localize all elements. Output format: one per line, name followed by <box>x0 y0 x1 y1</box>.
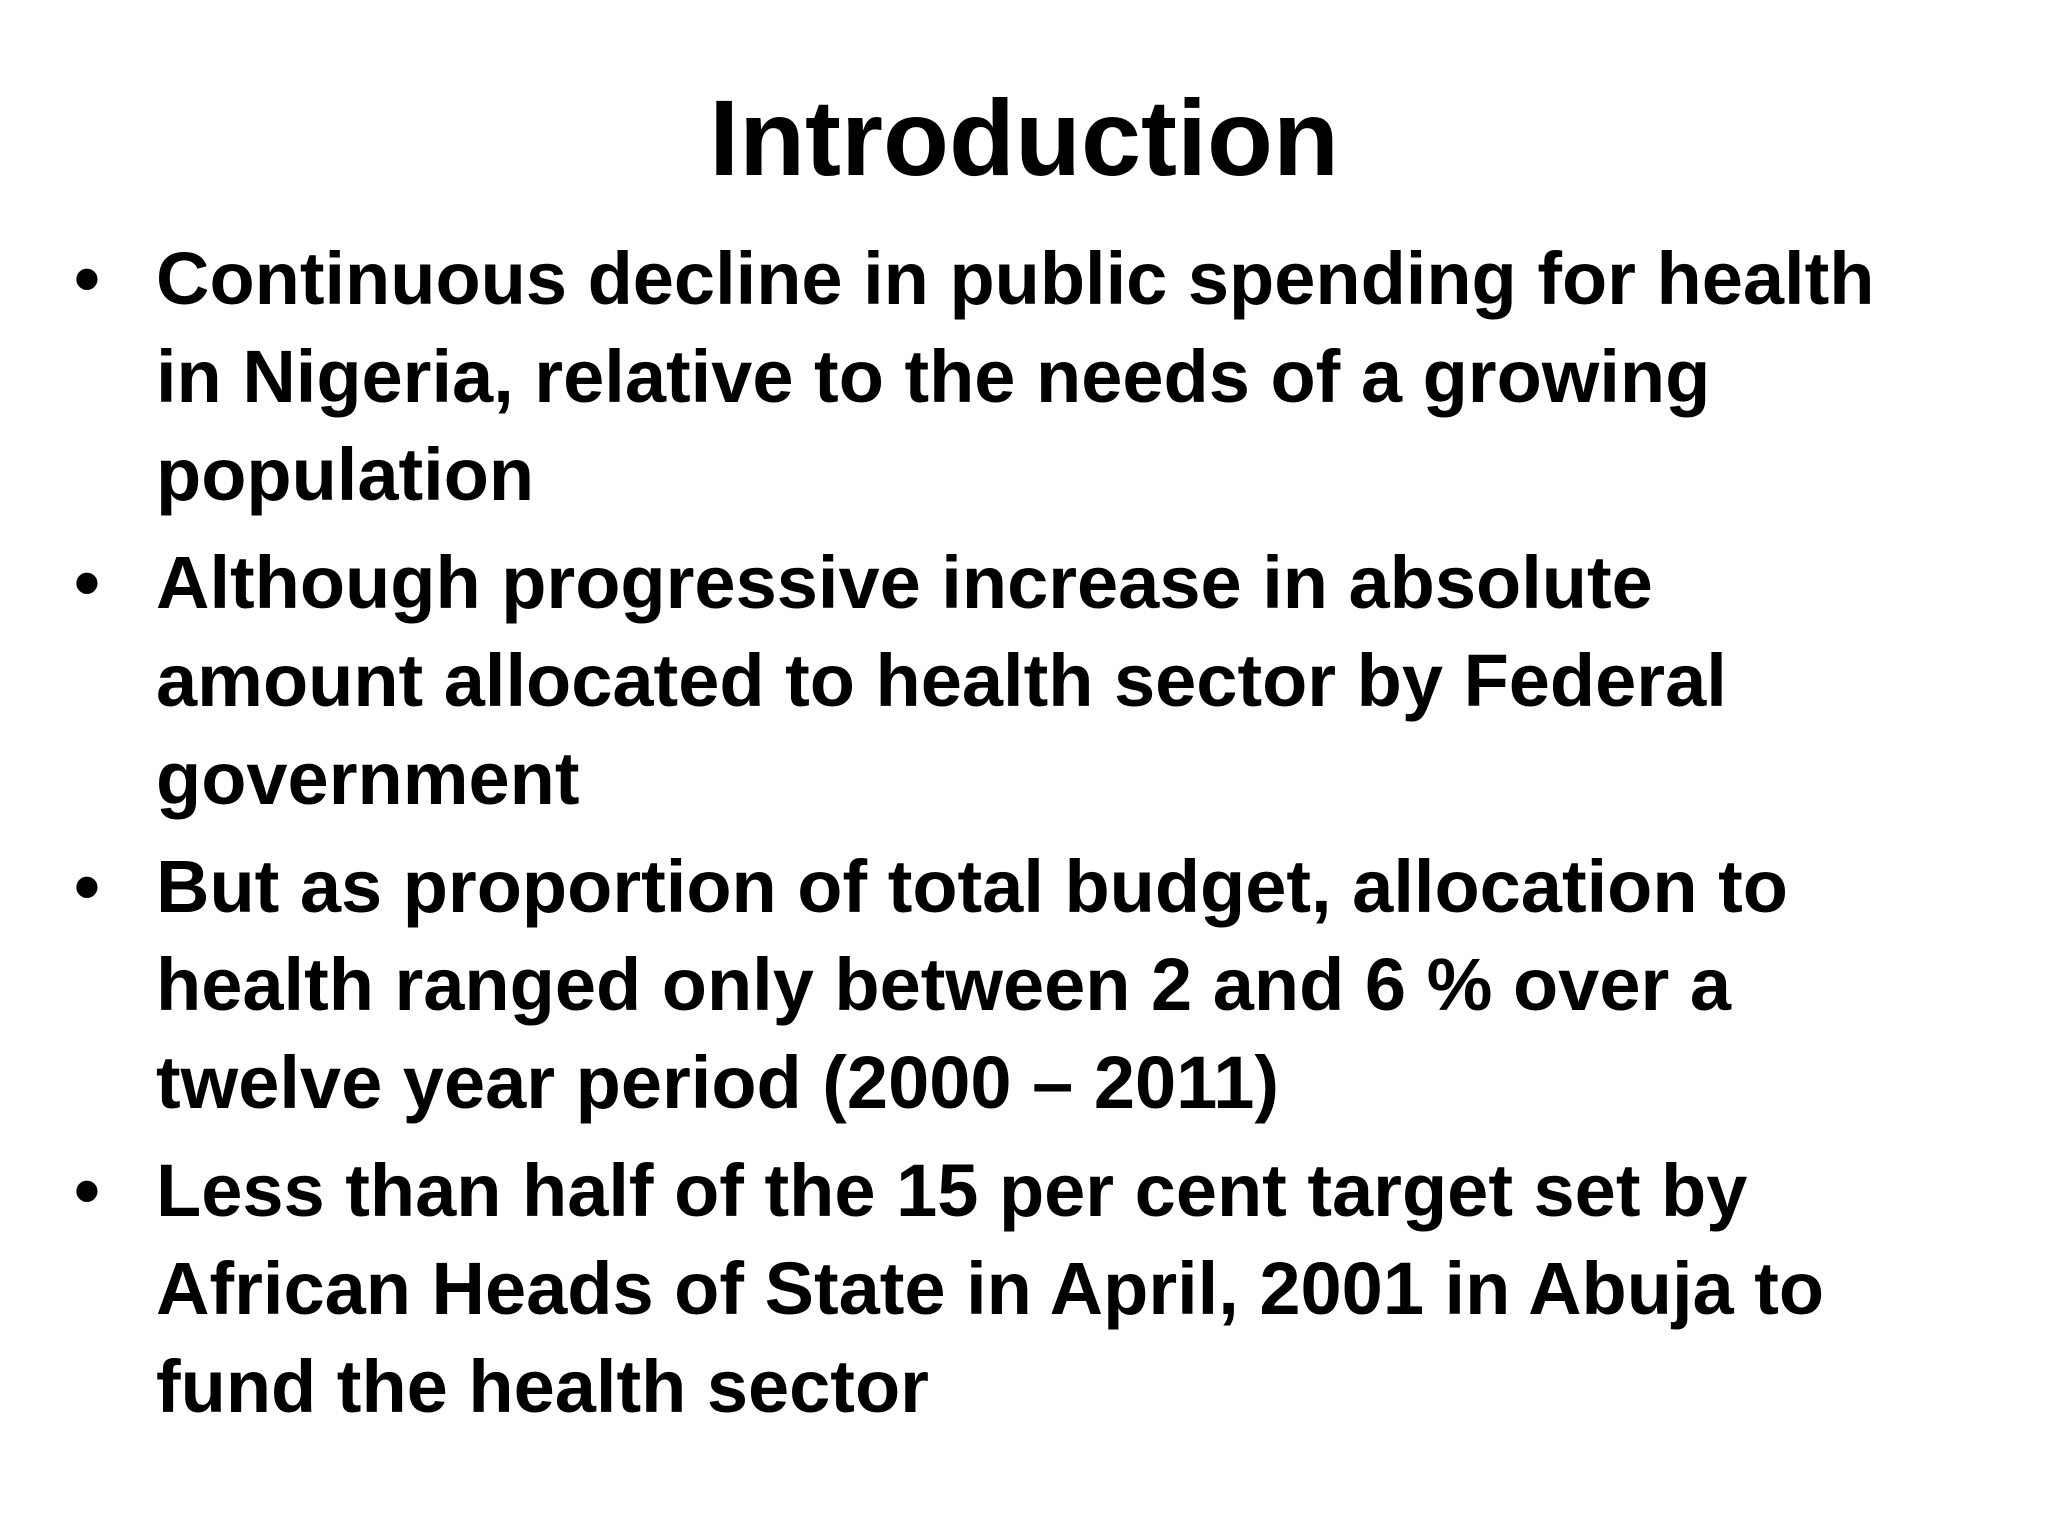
bullet-dot-icon: • <box>74 845 100 928</box>
bullet-dot-icon: • <box>74 1149 100 1232</box>
bullet-text: Continuous decline in public spending for health in Nigeria, relative to the needs of a growing population <box>156 237 1875 516</box>
bullet-item <box>64 838 2014 1132</box>
bullet-text: But as proportion of total budget, allocation to health ranged only between 2 and 6 % over a twelve year period (2000 – 2011) <box>156 845 1788 1124</box>
bullet-list <box>64 230 2014 1446</box>
bullet-dot-icon: • <box>74 541 100 624</box>
bullet-text: Less than half of the 15 per cent target set by African Heads of State in April, 2001 in Abuja to fund the health sector <box>156 1149 1825 1428</box>
bullet-item <box>64 230 2014 524</box>
slide-title: Introduction <box>709 77 1339 198</box>
bullet-text: Although progressive increase in absolute amount allocated to health sector by Federal government <box>156 541 1727 820</box>
bullet-item <box>64 534 2014 828</box>
bullet-item <box>64 1142 2014 1436</box>
bullet-dot-icon: • <box>74 237 100 320</box>
